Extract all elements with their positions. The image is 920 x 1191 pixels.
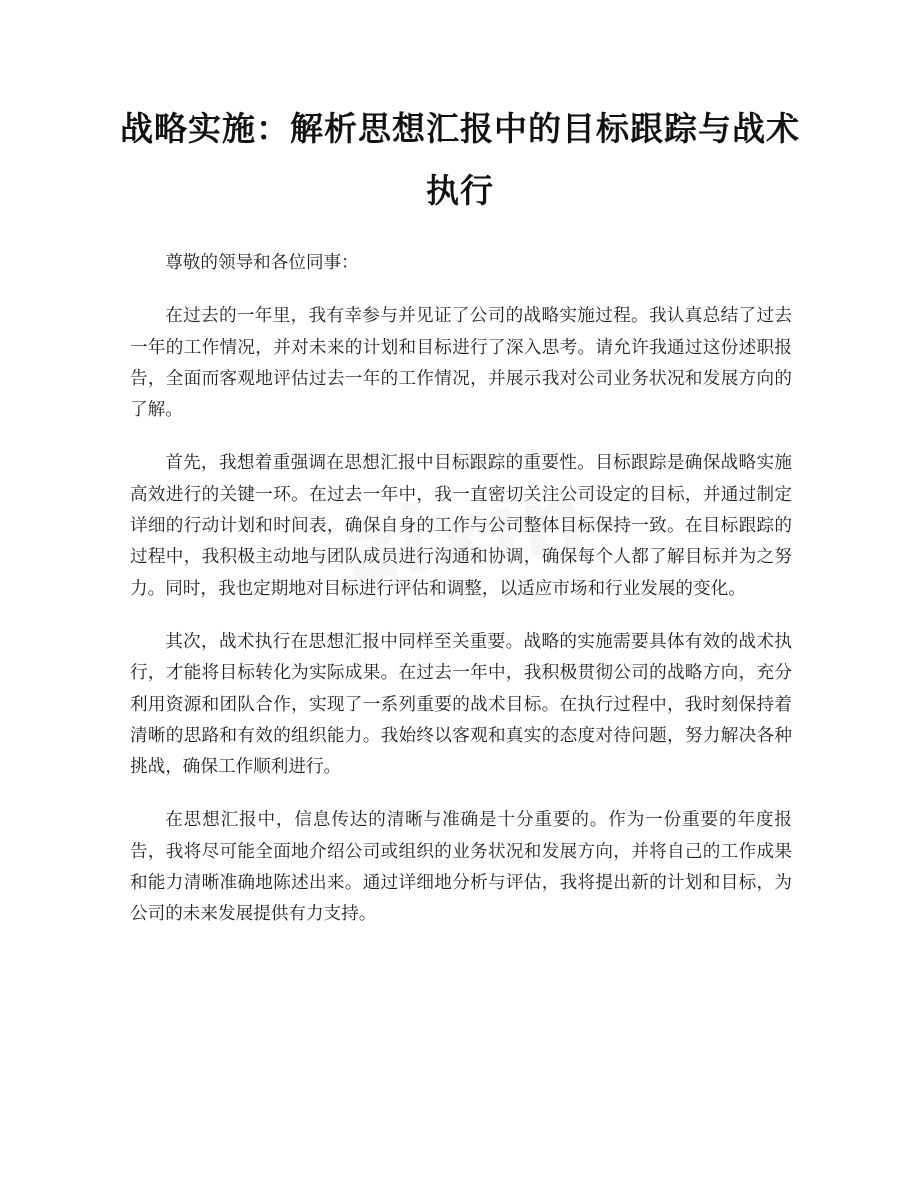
- paragraph-1: 在过去的一年里，我有幸参与并见证了公司的战略实施过程。我认真总结了过去一年的工作情况，并对未来的计划和目标进行了深入思考。请允许我通过这份述职报告，全面而客观地评估过去一年的工作情况，并展示我对公司业务状况和发展方向的了解。: [130, 306, 792, 421]
- paragraph-4: 在思想汇报中，信息传达的清晰与准确是十分重要的。作为一份重要的年度报告，我将尽可能全面地介绍公司或组织的业务状况和发展方向，并将自己的工作成果和能力清晰准确地陈述出来。通过详细地分析与评估，我将提出新的计划和目标，为公司的未来发展提供有力支持。: [130, 810, 792, 925]
- salutation: 尊敬的领导和各位同事：: [165, 253, 359, 273]
- document-body: [130, 248, 792, 953]
- paragraph-3: 其次，战术执行在思想汇报中同样至关重要。战略的实施需要具体有效的战术执行，才能将目标转化为实际成果。在过去一年中，我积极贯彻公司的战略方向，充分利用资源和团队合作，实现了一系列重要的战术目标。在执行过程中，我时刻保持着清晰的思路和有效的组织能力。我始终以客观和真实的态度对待问题，努力解决各种挑战，确保工作顺利进行。: [130, 631, 792, 778]
- document-title: 战略实施：解析思想汇报中的目标跟踪与战术执行: [120, 109, 800, 210]
- paragraph-2: 首先，我想着重强调在思想汇报中目标跟踪的重要性。目标跟踪是确保战略实施高效进行的关键一环。在过去一年中，我一直密切关注公司设定的目标，并通过制定详细的行动计划和时间表，确保自身的工作与公司整体目标保持一致。在目标跟踪的过程中，我积极主动地与团队成员进行沟通和协调，确保每个人都了解目标并为之努力。同时，我也定期地对目标进行评估和调整，以适应市场和行业发展的变化。: [130, 453, 792, 599]
